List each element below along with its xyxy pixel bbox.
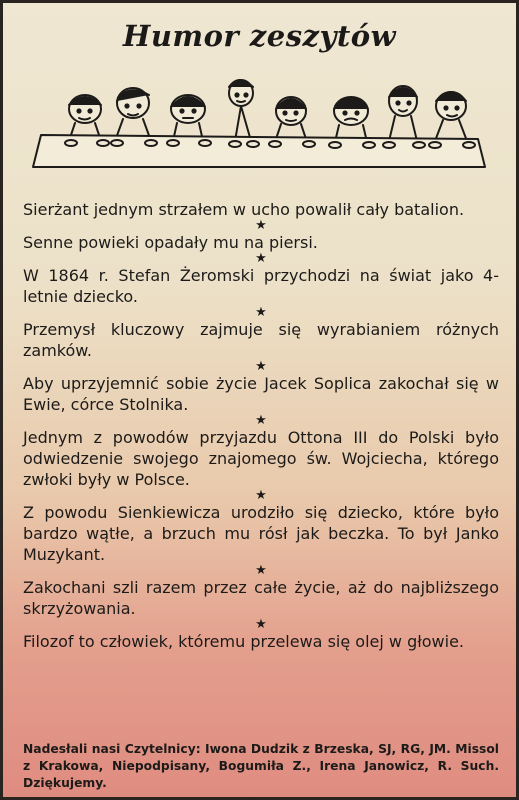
joke-item: Jednym z powodów przyjazdu Ottona III do Polski było odwiedzenie swojego znajomego św. Wojciecha, którego zwłoki były w Polsce. — [23, 428, 499, 489]
joke-item: Zakochani szli razem przez całe życie, aż do najbliższego skrzyżowania. — [23, 578, 499, 618]
joke-item: Z powodu Sienkiewicza urodziło się dziecko, które było bardzo wątłe, a brzuch mu rósł jak beczka. To był Janko Muzykant. — [23, 503, 499, 564]
student-figure-1 — [69, 95, 101, 141]
student-figure-7 — [389, 86, 417, 141]
joke-item: Aby uprzyjemnić sobie życie Jacek Soplica zakochał się w Ewie, córce Stolnika. — [23, 374, 499, 414]
star-separator: ★ — [255, 251, 267, 266]
joke-item: Filozof to człowiek, któremu przelewa się olej w głowie. — [23, 632, 465, 651]
student-figure-6 — [334, 97, 368, 142]
student-figure-4 — [229, 80, 253, 141]
student-figure-5 — [275, 97, 307, 142]
star-separator: ★ — [255, 218, 267, 233]
student-figure-8 — [435, 92, 467, 141]
joke-item: Przemysł kluczowy zajmuje się wyrabianiem różnych zamków. — [23, 320, 499, 360]
star-separator: ★ — [255, 413, 267, 428]
star-separator: ★ — [255, 617, 267, 632]
students-at-desk-illustration — [23, 71, 493, 181]
joke-item: Sierżant jednym strzałem w ucho powalił cały batalion. — [23, 200, 465, 219]
star-separator: ★ — [255, 488, 267, 503]
reader-credits: Nadesłali nasi Czytelnicy: Iwona Dudzik z Brzeska, SJ, RG, JM. Missol z Krakowa, Niepodpisany, Bogumiła Z., Irena Janowicz, R. Such. Dziękujemy. — [23, 742, 499, 790]
page-title: Humor zeszytów — [122, 19, 397, 53]
joke-item: W 1864 r. Stefan Żeromski przychodzi na świat jako 4-letnie dziecko. — [23, 266, 499, 306]
jokes-list — [23, 199, 499, 652]
star-separator: ★ — [255, 359, 267, 374]
star-separator: ★ — [255, 563, 267, 578]
star-separator: ★ — [255, 305, 267, 320]
student-figure-2 — [115, 88, 151, 141]
joke-item: Senne powieki opadały mu na piersi. — [23, 233, 318, 252]
student-figure-3 — [171, 95, 205, 141]
